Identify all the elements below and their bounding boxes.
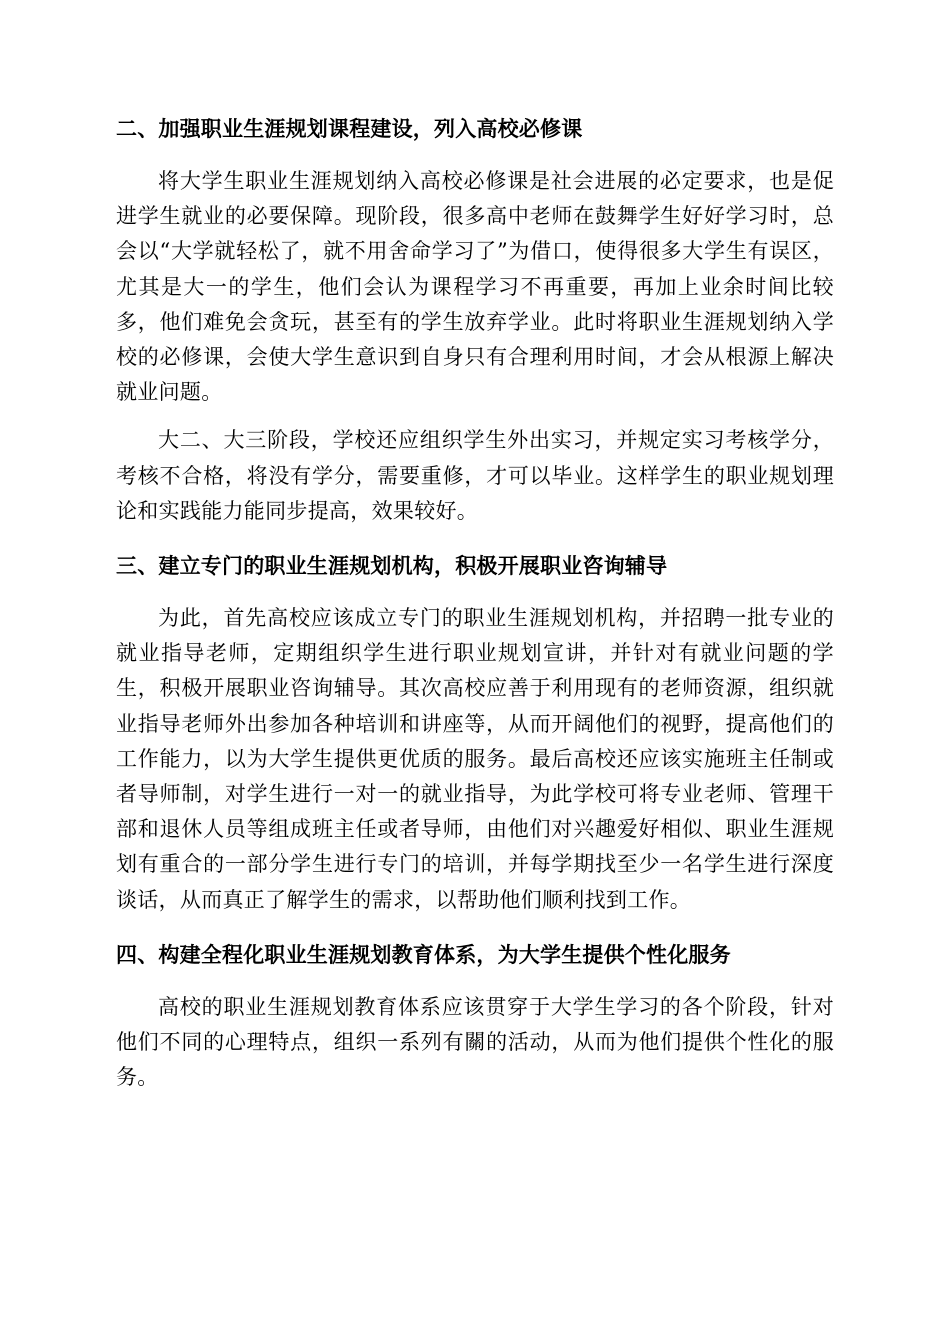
paragraph: 为此，首先高校应该成立专门的职业生涯规划机构，并招聘一批专业的就业指导老师，定期组织学生进行职业规划宣讲，并针对有就业问题的学生，积极开展职业咨询辅导。其次高校应善于利用现有的老师资源，组织就业指导老师外出参加各种培训和讲座等，从而开阔他们的视野，提高他们的工作能力，以为大学生提供更优质的服务。最后高校还应该实施班主任制或者导师制，对学生进行一对一的就业指导，为此学校可将专业老师、管理干部和退休人员等组成班主任或者导师，由他们对兴趣爱好相似、职业生涯规划有重合的一部分学生进行专门的培训，并每学期找至少一名学生进行深度谈话，从而真正了解学生的需求，以帮助他们顺利找到工作。 [116, 606, 834, 912]
paragraph: 高校的职业生涯规划教育体系应该贯穿于大学生学习的各个阶段，针对他们不同的心理特点，组织一系列有關的活动，从而为他们提供个性化的服务。 [116, 994, 834, 1090]
section-heading-2: 二、加强职业生涯规划课程建设，列入高校必修课 [116, 117, 583, 141]
paragraph: 将大学生职业生涯规划纳入高校必修课是社会进展的必定要求，也是促进学生就业的必要保障。现阶段，很多高中老师在鼓舞学生好好学习时，总会以“大学就轻松了，就不用舍命学习了”为借口，使得很多大学生有误区，尤其是大一的学生，他们会认为课程学习不再重要，再加上业余时间比较多，他们难免会贪玩，甚至有的学生放弃学业。此时将职业生涯规划纳入学校的必修课，会使大学生意识到自身只有合理利用时间，才会从根源上解决就业问题。 [116, 169, 834, 405]
section-heading-4: 四、构建全程化职业生涯规划教育体系，为大学生提供个性化服务 [116, 942, 731, 967]
document-body [116, 112, 834, 1095]
paragraph: 大二、大三阶段，学校还应组织学生外出实习，并规定实习考核学分，考核不合格，将没有学分，需要重修，才可以毕业。这样学生的职业规划理论和实践能力能同步提高，效果较好。 [116, 428, 834, 523]
section-heading-3: 三、建立专门的职业生涯规划机构，积极开展职业咨询辅导 [116, 554, 668, 579]
